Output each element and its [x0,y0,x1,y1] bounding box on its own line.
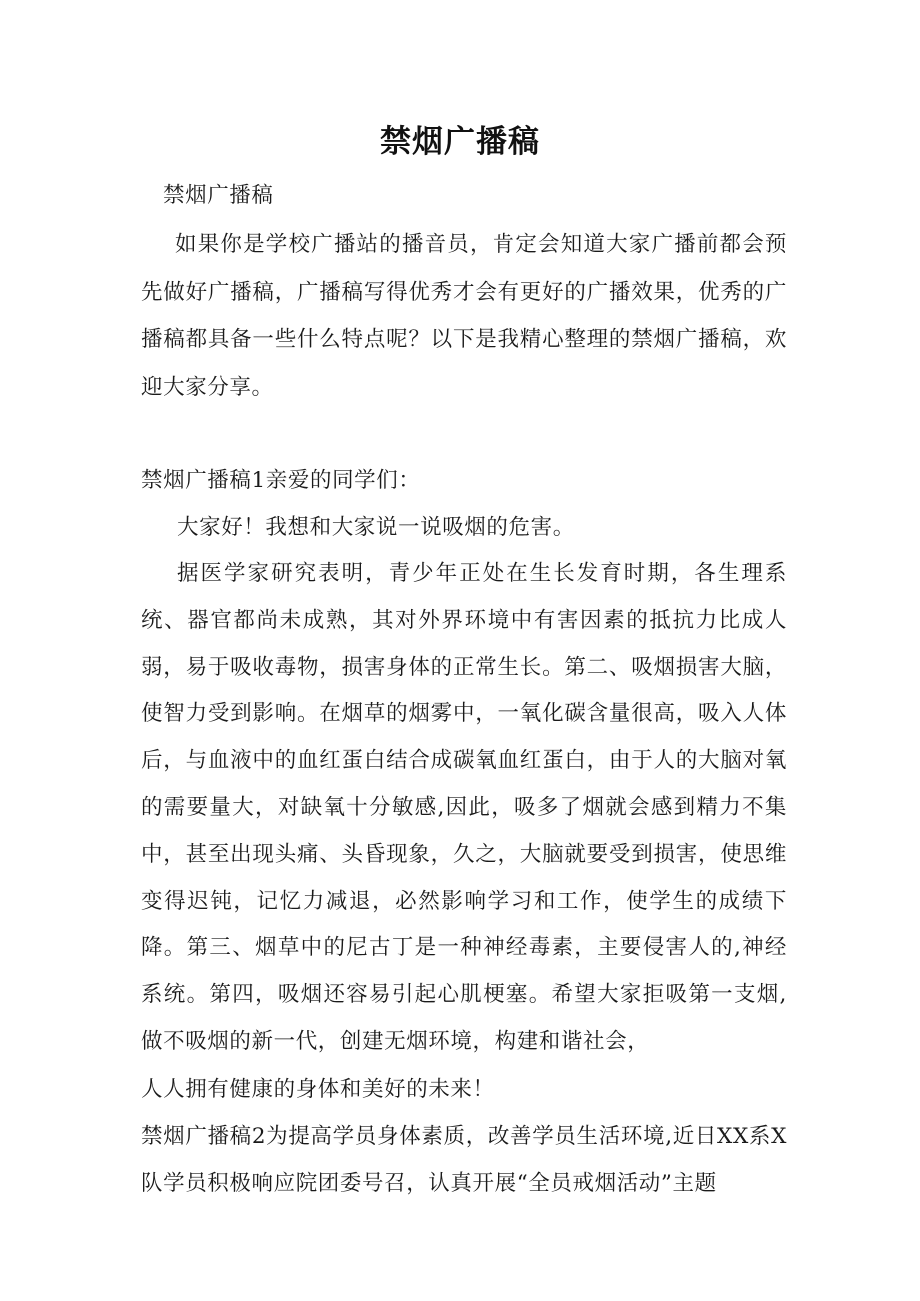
section1-closing: 人人拥有健康的身体和美好的未来！ [141,1076,495,1102]
document-title: 禁烟广播稿 [380,124,540,160]
subheading: 禁烟广播稿 [163,183,274,208]
section1-heading: 禁烟广播稿1亲爱的同学们： [141,468,421,493]
document-body [141,174,787,1207]
section1-greeting: 大家好！我想和大家说一说吸烟的危害。 [177,515,575,540]
section2-body: 禁烟广播稿2为提高学员身体素质，改善学员生活环境,近日XX系X队学员积极响应院团委号召，认真开展“全员戒烟活动”主题 [141,1123,787,1196]
intro-paragraph: 如果你是学校广播站的播音员，肯定会知道大家广播前都会预先做好广播稿，广播稿写得优秀才会有更好的广播效果，优秀的广播稿都具备一些什么特点呢？以下是我精心整理的禁烟广播稿，欢迎大家分享。 [141,232,787,400]
paragraph-gap [141,411,787,457]
section1-body: 据医学家研究表明，青少年正处在生长发育时期，各生理系统、器官都尚未成熟，其对外界环境中有害因素的抵抗力比成人弱，易于吸收毒物，损害身体的正常生长。第二、吸烟损害大脑，使智力受到影响。在烟草的烟雾中，一氧化碳含量很高，吸入人体后，与血液中的血红蛋白结合成碳氧血红蛋白，由于人的大脑对氧的需要量大，对缺氧十分敏感,因此，吸多了烟就会感到精力不集中，甚至出现头痛、头昏现象，久之，大脑就要受到损害，使思维变得迟钝，记忆力减退，必然影响学习和工作，使学生的成绩下降。第三、烟草中的尼古丁是一种神经毒素，主要侵害人的,神经系统。第四，吸烟还容易引起心肌梗塞。希望大家拒吸第一支烟,做不吸烟的新一代，创建无烟环境，构建和谐社会， [141,561,787,1054]
